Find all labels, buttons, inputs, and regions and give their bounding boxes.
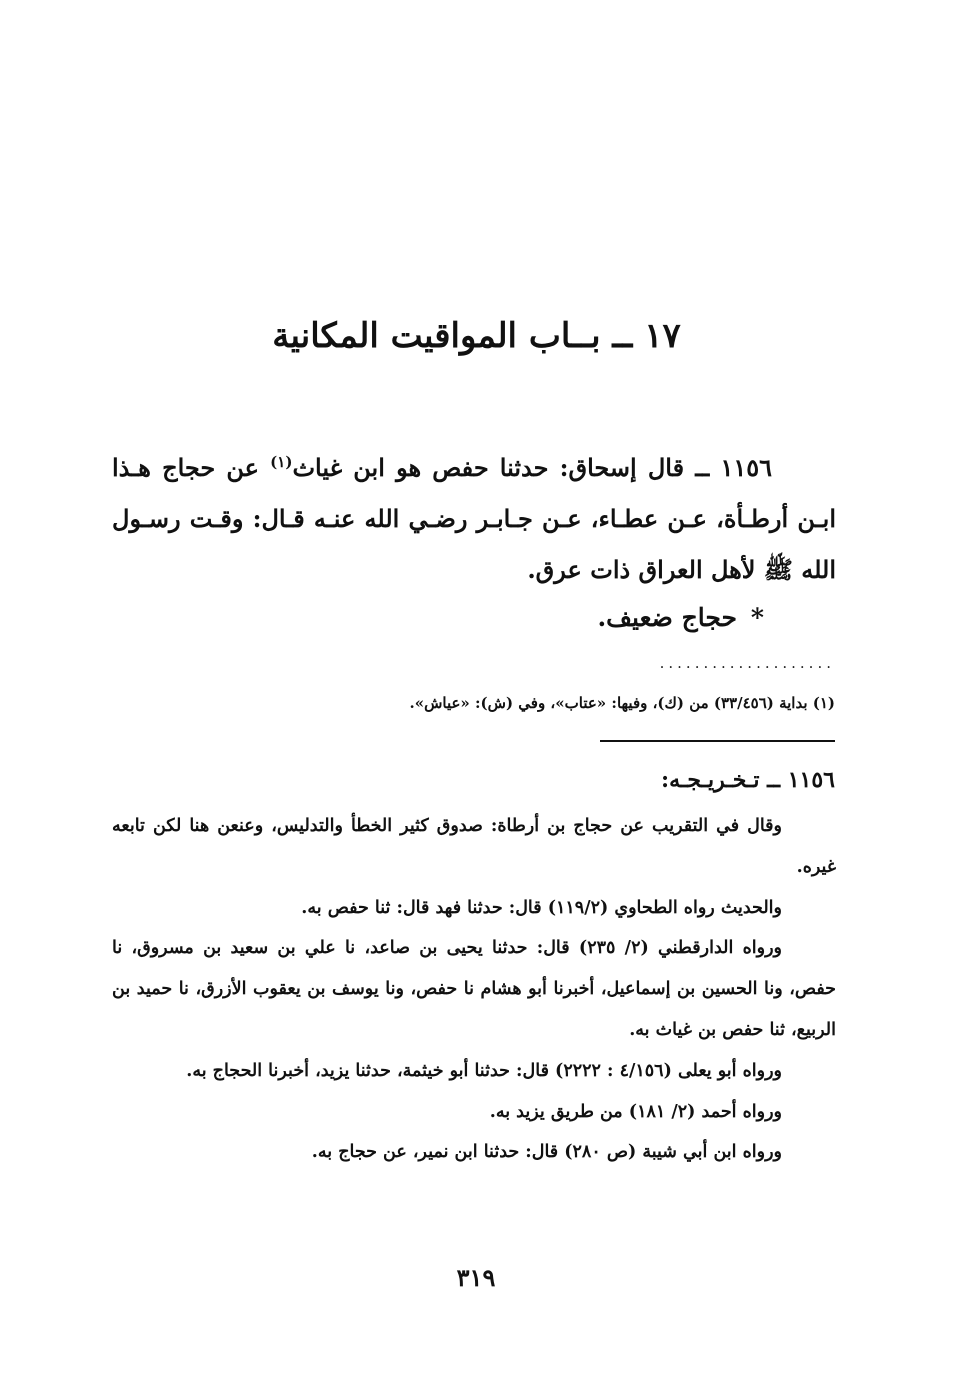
takhrij-paragraph: ورواه أحمد (٢/ ١٨١) من طريق يزيد به. bbox=[489, 1101, 782, 1122]
verdict-text: حجاج ضعيف. bbox=[597, 603, 737, 632]
hadith-text-part2: عن حجاج هـذا ابـن أرطـأة، عـن عطـاء، عـن جـابـر رضـي الله عنـه قـال: وقـت رسـول الله ﷺ لأهل العراق ذات عرق. bbox=[112, 453, 836, 584]
footnote-text: (١) بداية (٣٣/٤٥٦) من (ك)، وفيها: «عتاب»، وفي (ش): «عياش». bbox=[409, 694, 835, 712]
hadith-verdict bbox=[112, 596, 764, 640]
takhrij-body bbox=[112, 806, 836, 1173]
asterisk-icon: * bbox=[750, 603, 764, 632]
footnote-separator-dots: .................... bbox=[659, 654, 835, 672]
takhrij-paragraph: ورواه ابن أبي شيبة (ص ٢٨٠) قال: حدثنا ابن نمير، عن حجاج به. bbox=[311, 1142, 782, 1163]
takhrij-paragraph: ورواه أبو يعلى (٤/١٥٦ : ٢٢٢٢) قال: حدثنا أبو خيثمة، حدثنا يزيد، أخبرنا الحجاج به. bbox=[186, 1060, 782, 1081]
takhrij-paragraph: والحديث رواه الطحاوي (١١٩/٢) قال: حدثنا فهد قال: ثنا حفص به. bbox=[301, 897, 782, 918]
takhrij-paragraph: وقال في التقريب عن حجاج بن أرطاة: صدوق كثير الخطأ والتدليس، وعنعن هنا لكن تابعه غيره. bbox=[112, 816, 836, 877]
page-number: ٣١٩ bbox=[456, 1263, 496, 1292]
takhrij-heading: ١١٥٦ ــ تـخـريـجـه: bbox=[661, 767, 835, 793]
hadith-text-part1: ١١٥٦ ــ قال إسحاق: حدثنا حفص هو ابن غياث bbox=[292, 453, 773, 482]
takhrij-paragraph: ورواه الدارقطني (٢/ ٢٣٥) قال: حدثنا يحيى بن صاعد، نا علي بن سعيد بن مسروق، نا حفص، ونا الحسين بن إسماعيل، أخبرنا أبو هشام نا حفص، ونا يوسف بن يعقوب الأزرق، نا حميد بن الربيع، ثنا حفص بن غياث به. bbox=[112, 938, 836, 1040]
section-divider bbox=[600, 740, 835, 742]
footnote-marker[interactable]: (١) bbox=[270, 453, 293, 471]
chapter-title: ١٧ ــ بــاب المواقيت المكانية bbox=[272, 316, 681, 356]
hadith-text-block bbox=[112, 442, 836, 595]
hadith-paragraph bbox=[112, 442, 836, 595]
